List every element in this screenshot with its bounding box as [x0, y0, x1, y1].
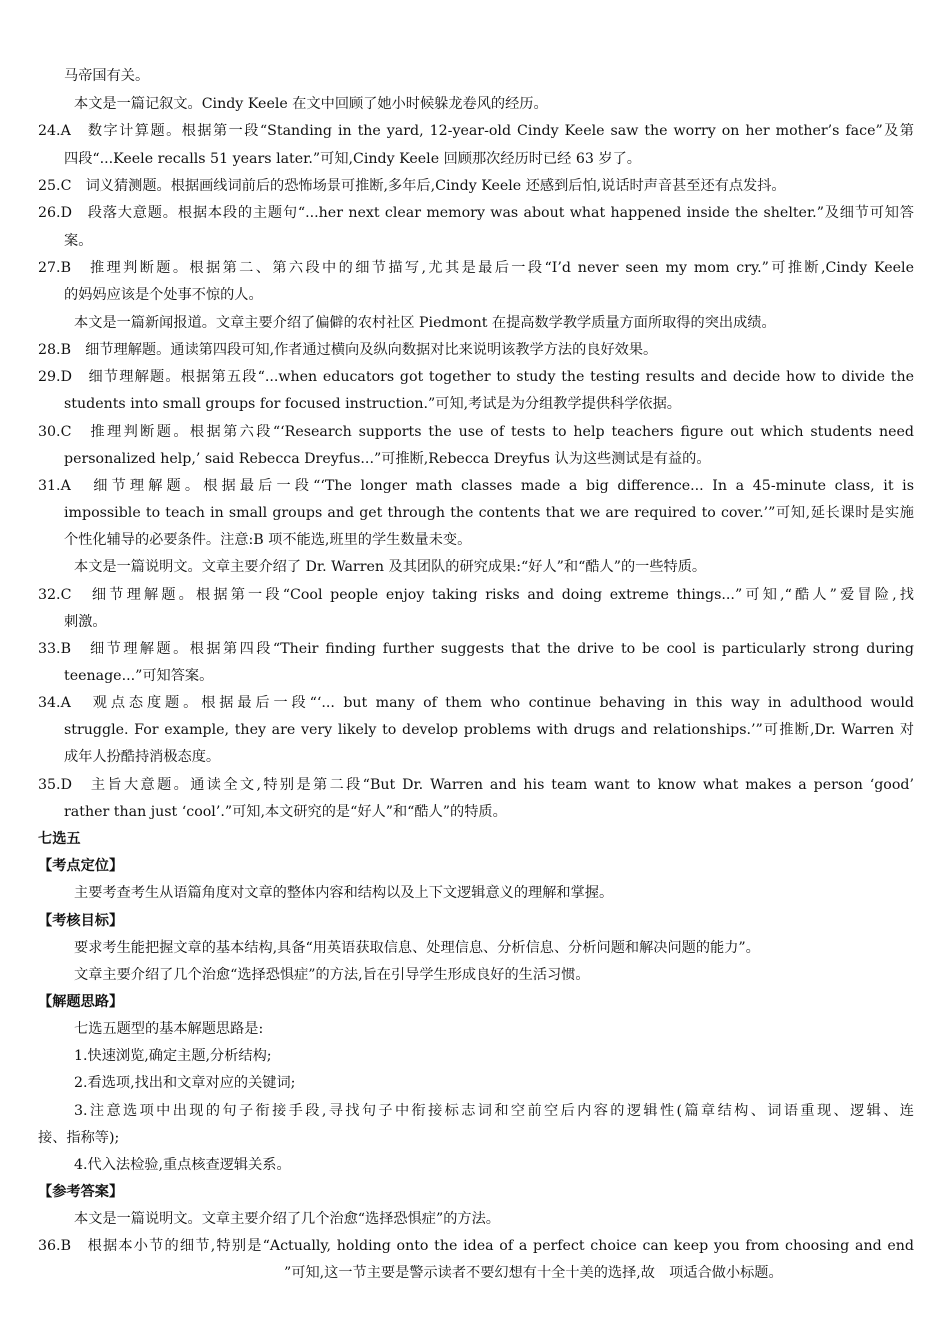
- answer-30: 30.C 推理判断题。根据第六段“‘Research supports the use of tests to help teachers figure out which students need: [38, 424, 914, 440]
- text-line: rather than just ‘cool’.”可知,本文研究的是“好人”和“酷人”的特质。: [64, 804, 507, 820]
- subsection-heading: 【考核目标】: [38, 913, 124, 929]
- text-line: 要求考生能把握文章的基本结构,具备“用英语获取信息、处理信息、分析信息、分析问题和解决问题的能力”。: [74, 940, 760, 956]
- answer-27: 27.B 推理判断题。根据第二、第六段中的细节描写,尤其是最后一段“I’d never seen my mom cry.”可推断,Cindy Keele: [38, 260, 914, 276]
- passage-intro: 本文是一篇新闻报道。文章主要介绍了偏僻的农村社区 Piedmont 在提高数学教学质量方面所取得的突出成绩。: [74, 315, 776, 331]
- text-line: ”可知,这一节主要是警示读者不要幻想有十全十美的选择,故 项适合做小标题。: [284, 1265, 783, 1281]
- text-line: 刺激。: [64, 614, 107, 630]
- subsection-heading: 【参考答案】: [38, 1184, 124, 1200]
- passage-intro: 本文是一篇记叙文。Cindy Keele 在文中回顾了她小时候躲龙卷风的经历。: [74, 96, 548, 112]
- answer-28: 28.B 细节理解题。通读第四段可知,作者通过横向及纵向数据对比来说明该教学方法的良好效果。: [38, 342, 658, 358]
- section-heading: 七选五: [38, 831, 81, 847]
- text-line: teenage...”可知答案。: [64, 668, 214, 684]
- text-line: personalized help,’ said Rebecca Dreyfus...”可推断,Rebecca Dreyfus 认为这些测试是有益的。: [64, 451, 711, 467]
- text-line: 的妈妈应该是个处事不惊的人。: [64, 287, 263, 303]
- text-line: 4.代入法检验,重点核查逻辑关系。: [74, 1157, 291, 1173]
- text-line: 文章主要介绍了几个治愈“选择恐惧症”的方法,旨在引导学生形成良好的生活习惯。: [74, 967, 590, 983]
- subsection-heading: 【考点定位】: [38, 858, 124, 874]
- answer-26: 26.D 段落大意题。根据本段的主题句“...her next clear memory was about what happened inside the shelter.”及细节可知答: [38, 205, 914, 221]
- text-line: 马帝国有关。: [64, 68, 150, 84]
- text-line: 成年人扮酷持消极态度。: [64, 749, 221, 765]
- passage-intro: 本文是一篇说明文。文章主要介绍了几个治愈“选择恐惧症”的方法。: [74, 1211, 500, 1227]
- text-line: 七选五题型的基本解题思路是:: [74, 1021, 264, 1037]
- text-line: 主要考查考生从语篇角度对文章的整体内容和结构以及上下文逻辑意义的理解和掌握。: [74, 885, 614, 901]
- passage-intro: 本文是一篇说明文。文章主要介绍了 Dr. Warren 及其团队的研究成果:“好人”和“酷人”的一些特质。: [74, 559, 707, 575]
- subsection-heading: 【解题思路】: [38, 994, 124, 1010]
- text-line: impossible to teach in small groups and get through the contents that we are required to cover.’”可知,延长课时是实施: [64, 505, 914, 521]
- text-line: 个性化辅导的必要条件。注意:B 项不能选,班里的学生数量未变。: [64, 532, 472, 548]
- answer-34: 34.A 观点态度题。根据最后一段“‘... but many of them who continue behaving in this way in adulthood would: [38, 695, 914, 711]
- answer-35: 35.D 主旨大意题。通读全文,特别是第二段“But Dr. Warren and his team want to know what makes a person ‘good’: [38, 777, 914, 793]
- text-line: struggle. For example, they are very likely to develop problems with drugs and relationships.’”可推断,Dr. Warren 对: [64, 722, 914, 738]
- text-line: 2.看选项,找出和文章对应的关键词;: [74, 1075, 296, 1091]
- text-line: students into small groups for focused instruction.”可知,考试是为分组教学提供科学依据。: [64, 396, 681, 412]
- answer-29: 29.D 细节理解题。根据第五段“...when educators got together to study the testing results and decide how to divide the: [38, 369, 914, 385]
- answer-25: 25.C 词义猜测题。根据画线词前后的恐怖场景可推断,多年后,Cindy Keele 还感到后怕,说话时声音甚至还有点发抖。: [38, 178, 786, 194]
- text-line: 四段“...Keele recalls 51 years later.”可知,Cindy Keele 回顾那次经历时已经 63 岁了。: [64, 151, 641, 167]
- answer-33: 33.B 细节理解题。根据第四段“Their finding further suggests that the drive to be cool is particularly strong during: [38, 641, 914, 657]
- text-line: 3.注意选项中出现的句子衔接手段,寻找句子中衔接标志词和空前空后内容的逻辑性(篇章结构、词语重现、逻辑、连: [74, 1103, 914, 1119]
- answer-36: 36.B 根据本小节的细节,特别是“Actually, holding onto the idea of a perfect choice can keep you from choosing and end: [38, 1238, 914, 1254]
- text-line: 案。: [64, 233, 93, 249]
- answer-24: 24.A 数字计算题。根据第一段“Standing in the yard, 12-year-old Cindy Keele saw the worry on her mother’s face”及第: [38, 123, 914, 139]
- text-line: 1.快速浏览,确定主题,分析结构;: [74, 1048, 272, 1064]
- answer-32: 32.C 细节理解题。根据第一段“Cool people enjoy taking risks and doing extreme things...”可知,“酷人”爱冒险,找: [38, 587, 914, 603]
- text-line: 接、指称等);: [38, 1130, 120, 1146]
- answer-31: 31.A 细节理解题。根据最后一段“‘The longer math classes made a big difference... In a 45-minute class, it is: [38, 478, 914, 494]
